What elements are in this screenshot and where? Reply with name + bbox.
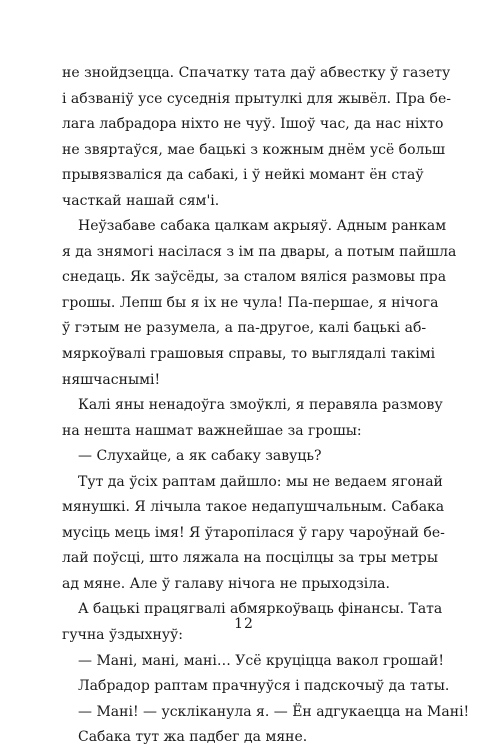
paragraph <box>62 214 457 393</box>
paragraph <box>62 725 392 751</box>
text-line: ад мяне. Але ў галаву нічога не прыходзіла. <box>62 575 390 592</box>
text-line: часткай нашай сям'і. <box>62 192 220 209</box>
text-line: не знойдзецца. Спачатку тата даў абвестку ў газету <box>62 65 451 81</box>
text-line: мянушкі. Я лічыла такое недапушчальным. Сабака <box>62 499 445 516</box>
text-line: Неўзабаве сабака цалкам акрыяў. Адным ранкам <box>78 218 447 235</box>
text-line: Калі яны ненадоўга змоўклі, я перавяла размову <box>78 397 443 414</box>
text-line: А бацькі працягвалі абмяркоўваць фінансы. Тата <box>78 601 443 618</box>
text-line: мусіць мець імя! Я ўтаропілася ў гару чароўнай бе- <box>62 524 445 541</box>
text-line: ў гэтым не разумела, а па-другое, калі бацькі аб- <box>62 320 427 337</box>
text-line: Тут да ўсіх раптам дайшло: мы не ведаем ягонай <box>78 473 443 490</box>
text-line: няшчаснымі! <box>62 371 161 388</box>
text-line: не звяртаўся, мае бацькі з кожным днём усё больш <box>62 141 446 158</box>
text-line: я да знямогі насілася з ім па двары, а потым пайшла <box>62 243 457 260</box>
text-line: гучна ўздыхнуў: <box>62 627 184 644</box>
paragraph <box>62 649 445 675</box>
text-line: лай поўсці, што ляжала на посцілцы за тры метры <box>62 550 438 567</box>
paragraph <box>62 470 445 598</box>
paragraph <box>62 393 443 444</box>
paragraph <box>62 700 470 726</box>
text-line: — Мані! — ускліканула я. — Ён адгукаецца на Мані! <box>78 703 470 720</box>
text-line: Сабака тут жа падбег да мяне. <box>78 729 308 746</box>
page-body-text <box>62 61 470 751</box>
paragraph <box>62 444 392 470</box>
text-line: прывязваліся да сабакі, і ў нейкі момант ён стаў <box>62 167 424 184</box>
text-line: — Слухайце, а як сабаку завуць? <box>78 448 322 465</box>
text-line: грошы. Лепш бы я іх не чула! Па-першае, я нічога <box>62 294 439 311</box>
paragraph <box>62 674 450 700</box>
text-line: — Мані, мані, мані… Усё круціцца вакол грошай! <box>78 652 445 669</box>
page-number: 12 <box>234 616 254 632</box>
text-line: мяркоўвалі грашовыя справы, то выглядалі такімі <box>62 346 436 363</box>
text-line: снедаць. Як заўсёды, за сталом вяліся размовы пра <box>62 269 447 286</box>
text-line: і абзваніў усе суседнія прытулкі для жывёл. Пра бе- <box>62 90 451 107</box>
text-line: на нешта нашмат важнейшае за грошы: <box>62 422 362 439</box>
text-line: лага лабрадора ніхто не чуў. Ішоў час, да нас ніхто <box>62 116 444 133</box>
text-line: Лабрадор раптам прачнуўся і падскочыў да таты. <box>78 678 450 695</box>
paragraph <box>62 61 451 214</box>
